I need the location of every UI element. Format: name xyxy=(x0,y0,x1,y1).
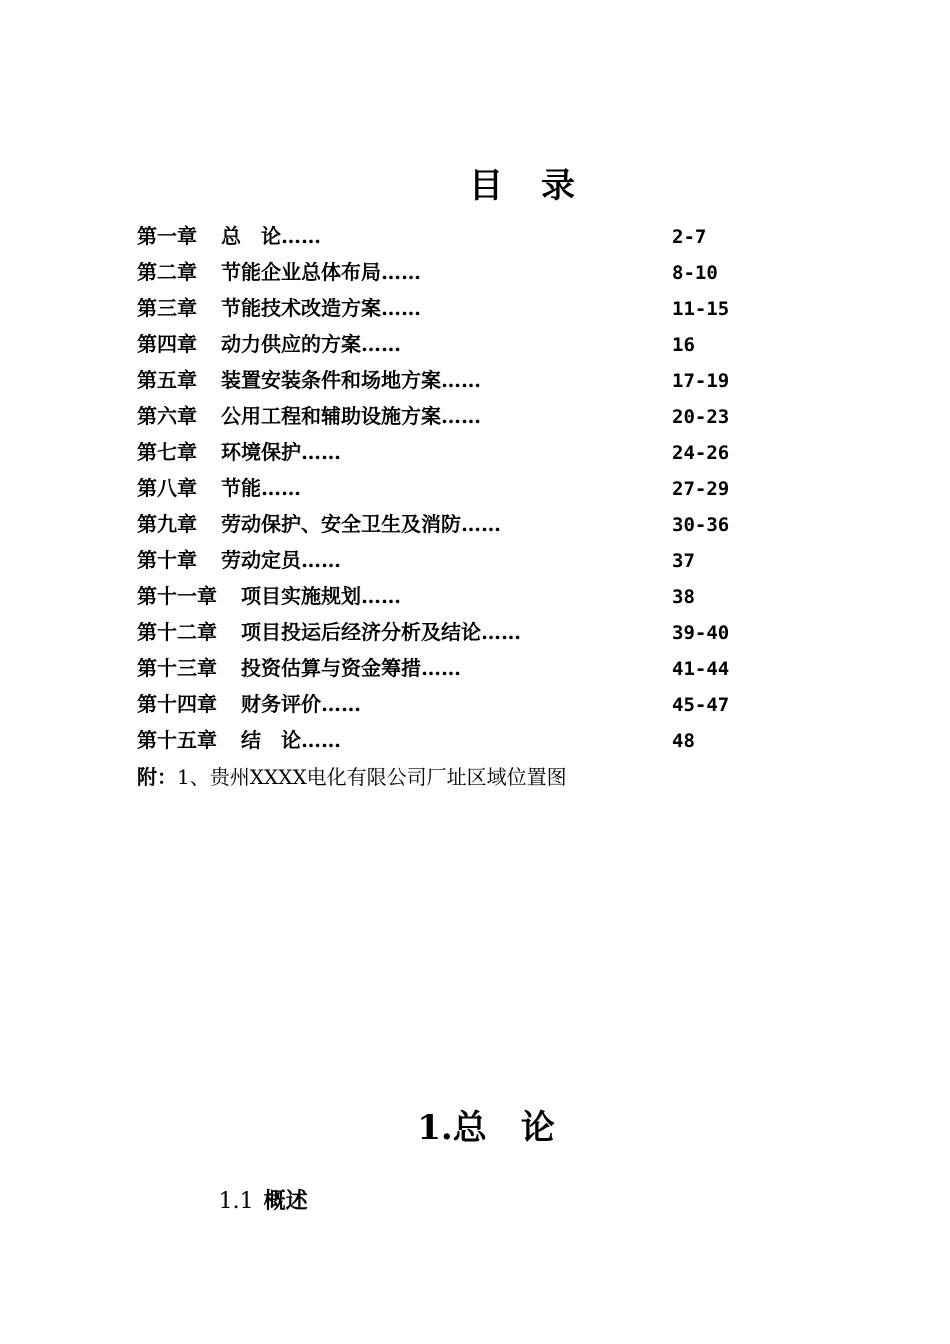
toc-dot-leader: …… xyxy=(461,512,501,536)
toc-chapter-label: 第十一章 xyxy=(137,584,217,608)
toc-chapter-label: 第二章 xyxy=(137,260,197,284)
appendix-label: 附： xyxy=(137,765,177,789)
toc-page-number: 38 xyxy=(672,586,695,608)
subsection-title: 概述 xyxy=(263,1188,308,1214)
toc-chapter-label: 第五章 xyxy=(137,368,197,392)
toc-dot-leader: …… xyxy=(301,548,341,572)
toc-entry xyxy=(137,326,757,362)
toc-chapter-name: 项目投运后经济分析及结论 xyxy=(241,620,481,644)
toc-chapter-label: 第七章 xyxy=(137,440,197,464)
toc-chapter-name: 公用工程和辅助设施方案 xyxy=(221,404,441,428)
toc-chapter-label: 第十四章 xyxy=(137,692,217,716)
toc-dot-leader: …… xyxy=(481,620,521,644)
toc-chapter-name: 装置安装条件和场地方案 xyxy=(221,368,441,392)
toc-entry xyxy=(137,506,757,542)
toc-entry xyxy=(137,686,757,722)
toc-dot-leader: …… xyxy=(301,728,341,752)
toc-dot-leader: …… xyxy=(421,656,461,680)
toc-dot-leader: …… xyxy=(381,260,421,284)
toc-entry xyxy=(137,578,757,614)
toc-entry xyxy=(137,470,757,506)
toc-dot-leader: …… xyxy=(301,440,341,464)
toc-entry xyxy=(137,650,757,686)
toc-page-number: 2-7 xyxy=(672,226,707,248)
toc-page-number: 30-36 xyxy=(672,514,730,536)
toc-page-number: 39-40 xyxy=(672,622,730,644)
toc-entry xyxy=(137,218,757,254)
appendix-line xyxy=(137,759,567,795)
toc-dot-leader: …… xyxy=(261,476,301,500)
toc-chapter-name: 节能企业总体布局 xyxy=(221,260,381,284)
toc-page-number: 45-47 xyxy=(672,694,730,716)
toc-dot-leader: …… xyxy=(361,584,401,608)
toc-page-number: 11-15 xyxy=(672,298,730,320)
toc-entry xyxy=(137,290,757,326)
toc-chapter-name: 劳动定员 xyxy=(221,548,301,572)
toc-chapter-name: 节能 xyxy=(221,476,261,500)
toc-chapter-label: 第九章 xyxy=(137,512,197,536)
toc-entry xyxy=(137,362,757,398)
toc-entry xyxy=(137,614,757,650)
toc-page-number: 20-23 xyxy=(672,406,730,428)
toc-page-number: 48 xyxy=(672,730,695,752)
toc-chapter-name: 环境保护 xyxy=(221,440,301,464)
toc-page-number: 24-26 xyxy=(672,442,730,464)
toc-chapter-label: 第十五章 xyxy=(137,728,217,752)
toc-chapter-label: 第十章 xyxy=(137,548,197,572)
toc-dot-leader: …… xyxy=(441,368,481,392)
toc-entry xyxy=(137,254,757,290)
toc-chapter-label: 第三章 xyxy=(137,296,197,320)
toc-dot-leader: …… xyxy=(321,692,361,716)
toc-chapter-name: 结 论 xyxy=(241,728,301,752)
toc-entry xyxy=(137,398,757,434)
toc-page-number: 37 xyxy=(672,550,695,572)
toc-chapter-label: 第六章 xyxy=(137,404,197,428)
toc-chapter-label: 第一章 xyxy=(137,224,197,248)
toc-chapter-name: 节能技术改造方案 xyxy=(221,296,381,320)
toc-chapter-name: 项目实施规划 xyxy=(241,584,361,608)
toc-chapter-label: 第四章 xyxy=(137,332,197,356)
toc-page-number: 8-10 xyxy=(672,262,718,284)
toc-chapter-name: 劳动保护、安全卫生及消防 xyxy=(221,512,461,536)
toc-dot-leader: …… xyxy=(441,404,481,428)
toc-page-number: 27-29 xyxy=(672,478,730,500)
subsection-number: 1.1 xyxy=(218,1189,254,1214)
toc-chapter-label: 第八章 xyxy=(137,476,197,500)
toc-chapter-name: 动力供应的方案 xyxy=(221,332,361,356)
toc-dot-leader: …… xyxy=(361,332,401,356)
toc-chapter-label: 第十二章 xyxy=(137,620,217,644)
toc-chapter-name: 投资估算与资金筹措 xyxy=(241,656,421,680)
toc-chapter-name: 财务评价 xyxy=(241,692,321,716)
toc-page-number: 17-19 xyxy=(672,370,730,392)
toc-title: 目 录 xyxy=(469,166,577,206)
table-of-contents xyxy=(137,218,757,758)
toc-entry xyxy=(137,434,757,470)
toc-chapter-label: 第十三章 xyxy=(137,656,217,680)
toc-page-number: 16 xyxy=(672,334,695,356)
toc-page-number: 41-44 xyxy=(672,658,730,680)
toc-chapter-name: 总 论 xyxy=(221,224,281,248)
subsection-heading xyxy=(188,1158,308,1241)
toc-dot-leader: …… xyxy=(381,296,421,320)
toc-dot-leader: …… xyxy=(281,224,321,248)
toc-entry xyxy=(137,722,757,758)
toc-entry xyxy=(137,542,757,578)
appendix-text: 1、贵州XXXX电化有限公司厂址区域位置图 xyxy=(177,765,567,789)
section-title: 1.总 论 xyxy=(417,1108,555,1148)
